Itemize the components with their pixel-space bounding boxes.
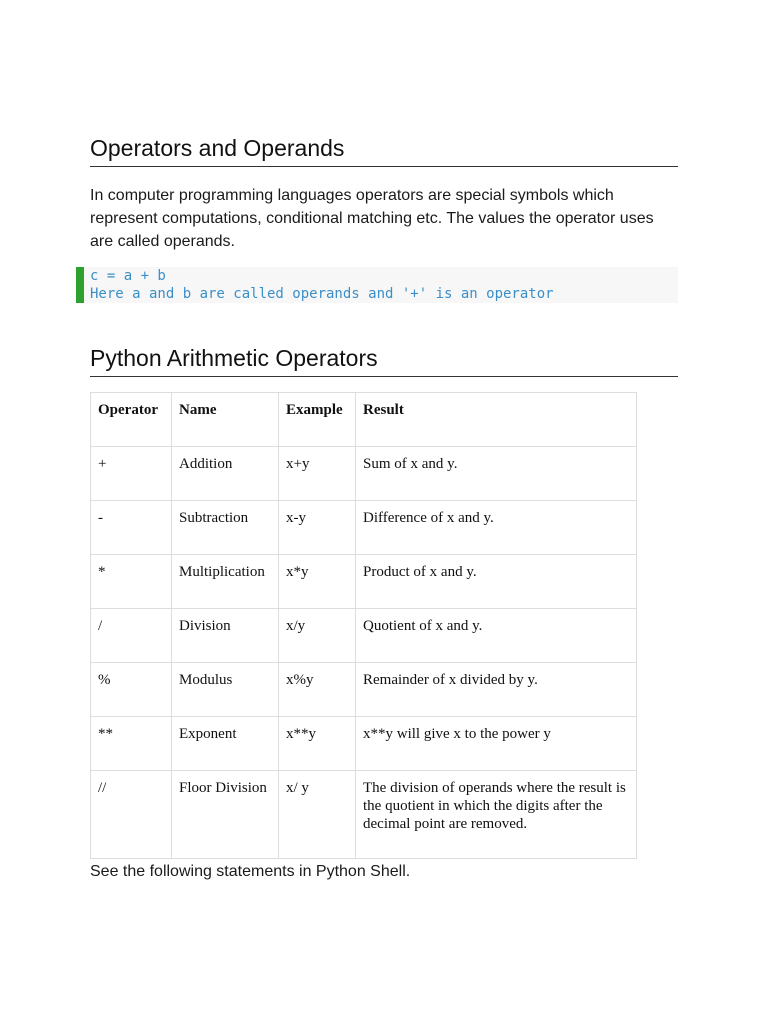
header-result: Result <box>356 393 637 447</box>
table-row <box>91 609 637 663</box>
table-row <box>91 555 637 609</box>
cell-example: x+y <box>279 447 356 501</box>
cell-result: Product of x and y. <box>356 555 637 609</box>
cell-result: Difference of x and y. <box>356 501 637 555</box>
header-example: Example <box>279 393 356 447</box>
cell-name: Subtraction <box>172 501 279 555</box>
cell-operator: // <box>91 771 172 859</box>
cell-operator: * <box>91 555 172 609</box>
table-row <box>91 771 637 859</box>
table-row <box>91 501 637 555</box>
cell-name: Multiplication <box>172 555 279 609</box>
cell-operator: - <box>91 501 172 555</box>
cell-operator: + <box>91 447 172 501</box>
cell-name: Division <box>172 609 279 663</box>
cell-result: Quotient of x and y. <box>356 609 637 663</box>
cell-name: Exponent <box>172 717 279 771</box>
arithmetic-operators-table <box>90 392 637 859</box>
cell-name: Modulus <box>172 663 279 717</box>
cell-example: x-y <box>279 501 356 555</box>
code-line: Here a and b are called operands and '+' is an operator <box>90 286 554 302</box>
footer-paragraph: See the following statements in Python Shell. <box>90 863 411 880</box>
cell-name: Floor Division <box>172 771 279 859</box>
cell-example: x*y <box>279 555 356 609</box>
table-header-row <box>91 393 637 447</box>
cell-result: Remainder of x divided by y. <box>356 663 637 717</box>
table-row <box>91 663 637 717</box>
section-heading-operators: Operators and Operands <box>90 134 678 167</box>
cell-example: x**y <box>279 717 356 771</box>
header-name: Name <box>172 393 279 447</box>
cell-result: x**y will give x to the power y <box>356 717 637 771</box>
header-operator: Operator <box>91 393 172 447</box>
code-line: c = a + b <box>90 268 166 284</box>
cell-example: x/ y <box>279 771 356 859</box>
table-row <box>91 447 637 501</box>
cell-example: x%y <box>279 663 356 717</box>
cell-result: Sum of x and y. <box>356 447 637 501</box>
table-row <box>91 717 637 771</box>
cell-operator: ** <box>91 717 172 771</box>
cell-result: The division of operands where the result is the quotient in which the digits after the decimal point are removed. <box>356 771 637 859</box>
cell-operator: / <box>91 609 172 663</box>
intro-paragraph: In computer programming languages operators are special symbols which represent computations, conditional matching etc. The values the operator uses are called operands. <box>90 187 654 250</box>
section-heading-arithmetic: Python Arithmetic Operators <box>90 344 678 377</box>
cell-example: x/y <box>279 609 356 663</box>
cell-name: Addition <box>172 447 279 501</box>
cell-operator: % <box>91 663 172 717</box>
code-block <box>76 267 678 303</box>
